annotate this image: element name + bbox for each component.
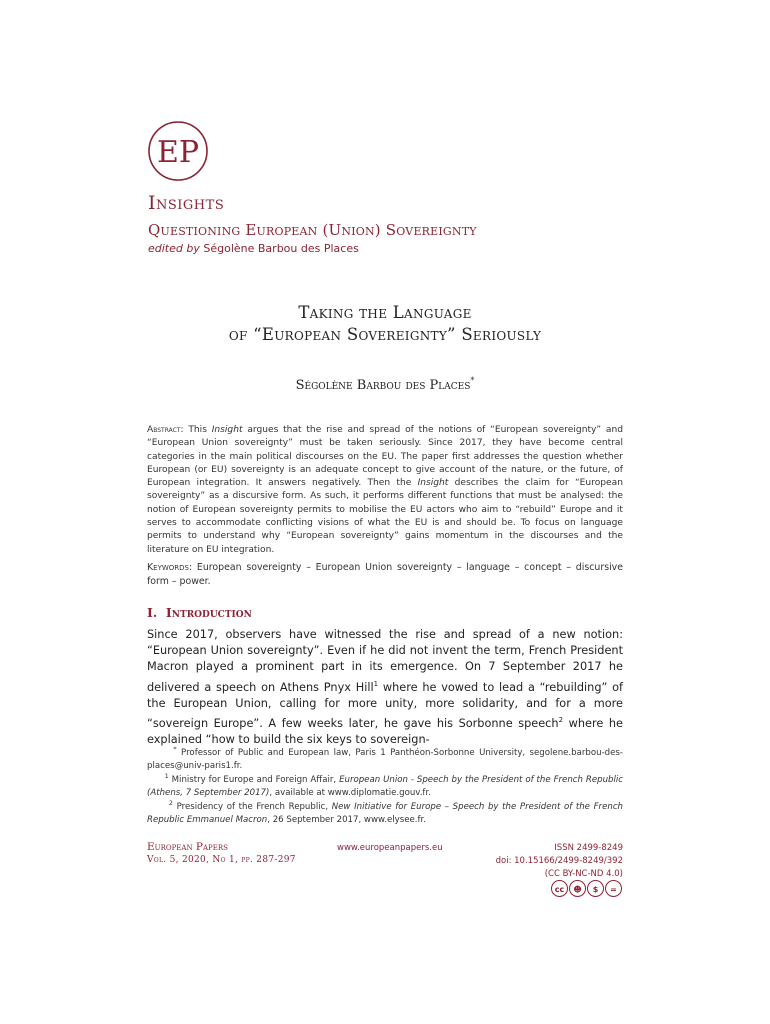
doi-link[interactable]: doi: 10.15166/2499-8249/392 <box>495 856 623 866</box>
footnote-1: $^1$ Ministry for Europe and Foreign Affair, European Union - Speech by the President of the French Republic (Athens, 7 September 2017), available at www.diplomatie.gouv.fr. <box>147 772 624 798</box>
edited-by: edited by Ségolène Barbou des Places <box>148 242 359 255</box>
article-title-line-1: Taking the Language <box>298 303 472 322</box>
license-text: (CC BY-NC-ND 4.0) <box>544 869 623 879</box>
cc-icon: cc <box>551 880 568 897</box>
body-paragraph: Since 2017, observers have witnessed the rise and spread of a new notion: “European Union sovereignty”. Even if he did not invent the term, French President Macron played a prominent part in its emergence. On 7 September 2017 he delivered a speech on Athens Pnyx Hill$^1$ where he vowed to lead a “rebuilding” of the European Union, calling for more unity, more solidarity, and for a more “sovereign Europe”. A few weeks later, he gave his Sorbonne speech$^2$ where he explained “how to build the six keys to sovereign- <box>147 628 624 747</box>
nc-icon: $ <box>587 880 604 897</box>
by-icon: ☻ <box>569 880 586 897</box>
journal-name: European Papers <box>147 841 228 853</box>
footnote-ref-2[interactable]: 2 <box>558 716 564 725</box>
series-title: Questioning European (Union) Sovereignty <box>148 221 477 239</box>
author: Ségolène Barbou des Places* <box>295 376 475 393</box>
footnote-ref-1[interactable]: 1 <box>373 679 379 688</box>
issn: ISSN 2499-8249 <box>554 843 623 853</box>
footnote-2: $^2$ Presidency of the French Republic, New Initiative for Europe – Speech by the President of the French Republic Emmanuel Macron, 26 September 2017, www.elysee.fr. <box>147 799 623 825</box>
article-title-line-2: of “European Sovereignty” Seriously <box>228 325 542 344</box>
european-papers-logo <box>147 120 209 182</box>
nd-icon: = <box>605 880 622 897</box>
abstract: Abstract: This Insight argues that the rise and spread of the notions of “European sovereignty” and “European Union sovereignty” must be taken seriously. Since 2017, they have become central categories in the main political discourses on the EU. The paper first addresses the question whether European (or EU) sovereignty is an adequate concept to give account of the nature, or the future, of European integration. It answers negatively. Then the Insight describes the claim for “European sovereignty” as a discursive form. As such, it performs different functions that must be analysed: the notion of European sovereignty permits to mobilise the EU actors who aim to “rebuild” Europe and it serves to accommodate conflicting visions of what the EU is and should be. To focus on language permits to understand why “European sovereignty” gains momentum in the discourses and the literature on EU integration. <box>147 425 623 555</box>
keywords: Keywords: European sovereignty – European Union sovereignty – language – concept – discursive form – power. <box>147 562 623 587</box>
license-badge[interactable] <box>551 880 622 897</box>
section-label: Insights <box>148 192 225 214</box>
section-heading: I. Introduction <box>147 605 252 620</box>
footnote-author: * Professor of Public and European law, Paris 1 Panthéon-Sorbonne University, segolene.barbou-des-places@univ-paris1.fr. <box>147 745 623 771</box>
journal-volume: Vol. 5, 2020, No 1, pp. 287-297 <box>147 855 296 865</box>
website-link[interactable]: www.europeanpapers.eu <box>337 843 443 853</box>
svg-text:EP: EP <box>156 135 200 170</box>
